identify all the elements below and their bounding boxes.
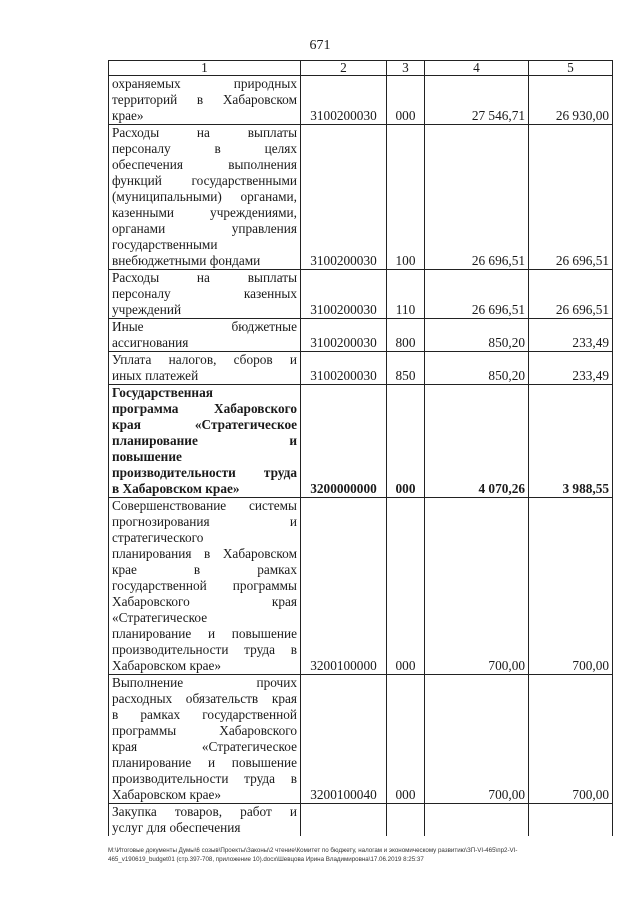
- row-name-line: Государственная: [112, 385, 213, 400]
- row-sum-2-cell: 26 696,51: [529, 270, 613, 319]
- row-name-line: прогнозирования и: [112, 514, 297, 529]
- row-name-line: планирование и повышение: [112, 755, 297, 770]
- row-name-cell: [109, 319, 301, 352]
- row-expense-type-cell: 000: [387, 385, 425, 498]
- row-name-line: расходных обязательств края: [112, 691, 297, 706]
- row-name-line: государственной программы: [112, 578, 297, 593]
- column-header-expense-type: 3: [387, 61, 425, 76]
- row-expense-type-cell: 000: [387, 675, 425, 804]
- row-name-line: государственными: [112, 237, 218, 252]
- row-sum-2-cell: 700,00: [529, 498, 613, 675]
- column-header-sum-2: 5: [529, 61, 613, 76]
- table-row: [109, 804, 613, 837]
- row-name-line: иных платежей: [112, 368, 199, 383]
- row-expense-type-cell: [387, 804, 425, 837]
- row-name-cell: [109, 675, 301, 804]
- row-sum-1-cell: 700,00: [425, 675, 529, 804]
- row-name-line: планирования в Хабаровском: [112, 546, 297, 561]
- row-sum-1-cell: [425, 804, 529, 837]
- row-name-line: производительности труда в: [112, 642, 297, 657]
- row-sum-1-cell: 26 696,51: [425, 125, 529, 270]
- row-name-line: края «Стратегическое: [112, 417, 297, 432]
- row-name-line: Выполнение прочих: [112, 675, 297, 690]
- row-name-line: в рамках государственной: [112, 707, 297, 722]
- row-sum-2-cell: 233,49: [529, 319, 613, 352]
- row-name-line: Хабаровском крае»: [112, 658, 222, 673]
- table-row: [109, 270, 613, 319]
- budget-table: [108, 60, 613, 836]
- column-header-sum-1: 4: [425, 61, 529, 76]
- row-name-cell: [109, 270, 301, 319]
- document-path-footer: [108, 846, 612, 864]
- row-expense-type-cell: 000: [387, 76, 425, 125]
- row-name-line: «Стратегическое: [112, 610, 208, 625]
- table-header-row: [109, 61, 613, 76]
- row-code-cell: 3100200030: [301, 319, 387, 352]
- row-sum-2-cell: 26 696,51: [529, 125, 613, 270]
- row-name-line: повышение: [112, 449, 182, 464]
- row-name-line: функций государственными: [112, 173, 297, 188]
- row-sum-1-cell: 26 696,51: [425, 270, 529, 319]
- row-name-line: внебюджетными фондами: [112, 253, 261, 268]
- row-name-line: крае»: [112, 108, 144, 123]
- row-name-line: планирование и повышение: [112, 626, 297, 641]
- row-name-line: стратегического: [112, 530, 204, 545]
- row-sum-1-cell: 4 070,26: [425, 385, 529, 498]
- row-name-line: Хабаровского края: [112, 594, 297, 609]
- table-row: [109, 385, 613, 498]
- table-row: [109, 675, 613, 804]
- row-name-line: Закупка товаров, работ и: [112, 804, 297, 819]
- row-code-cell: 3200100000: [301, 498, 387, 675]
- row-name-line: Расходы на выплаты: [112, 270, 297, 285]
- column-header-name: 1: [109, 61, 301, 76]
- row-name-line: (муниципальными) органами,: [112, 189, 297, 204]
- row-code-cell: 3100200030: [301, 352, 387, 385]
- row-code-cell: 3100200030: [301, 125, 387, 270]
- row-expense-type-cell: 000: [387, 498, 425, 675]
- row-sum-1-cell: 850,20: [425, 352, 529, 385]
- row-name-line: Иные бюджетные: [112, 319, 297, 334]
- row-name-line: Совершенствование системы: [112, 498, 297, 513]
- row-name-line: производительности труда в: [112, 771, 297, 786]
- row-name-line: персоналу казенных: [112, 286, 297, 301]
- row-expense-type-cell: 110: [387, 270, 425, 319]
- row-code-cell: 3100200030: [301, 270, 387, 319]
- row-name-line: Расходы на выплаты: [112, 125, 297, 140]
- row-name-line: услуг для обеспечения: [112, 820, 241, 835]
- row-sum-1-cell: 700,00: [425, 498, 529, 675]
- row-name-line: учреждений: [112, 302, 182, 317]
- row-sum-2-cell: [529, 804, 613, 837]
- footer-line-2: 465_v190619_budget01 (стр.397-708, приложение 10).docx\Шевцова Ирина Владимировна\17.06.2019 8:25:37: [108, 856, 424, 863]
- table-row: [109, 498, 613, 675]
- row-name-line: планирование и: [112, 433, 297, 448]
- row-name-line: производительности труда: [112, 465, 297, 480]
- footer-line-1: М:\Итоговые документы Думы\6 созыв\Проекты\Законы\2 чтение\Комитет по бюджету, налогам и экономическому развитию\ЗП-VI-465\пр2-VI-: [108, 847, 518, 854]
- row-name-cell: [109, 498, 301, 675]
- row-expense-type-cell: 800: [387, 319, 425, 352]
- row-sum-2-cell: 3 988,55: [529, 385, 613, 498]
- row-name-line: Хабаровском крае»: [112, 787, 222, 802]
- row-name-line: казенными учреждениями,: [112, 205, 297, 220]
- row-sum-2-cell: 233,49: [529, 352, 613, 385]
- column-header-code: 2: [301, 61, 387, 76]
- row-sum-2-cell: 26 930,00: [529, 76, 613, 125]
- row-code-cell: 3100200030: [301, 76, 387, 125]
- row-sum-2-cell: 700,00: [529, 675, 613, 804]
- row-name-line: охраняемых природных: [112, 76, 297, 91]
- row-name-cell: [109, 76, 301, 125]
- row-name-cell: [109, 804, 301, 837]
- row-name-cell: [109, 385, 301, 498]
- row-name-line: Уплата налогов, сборов и: [112, 352, 297, 367]
- row-name-cell: [109, 125, 301, 270]
- row-expense-type-cell: 850: [387, 352, 425, 385]
- row-expense-type-cell: 100: [387, 125, 425, 270]
- row-name-line: обеспечения выполнения: [112, 157, 297, 172]
- row-name-line: персоналу в целях: [112, 141, 297, 156]
- row-name-line: территорий в Хабаровском: [112, 92, 297, 107]
- row-name-line: крае в рамках: [112, 562, 297, 577]
- table-row: [109, 76, 613, 125]
- row-name-line: программа Хабаровского: [112, 401, 297, 416]
- row-sum-1-cell: 27 546,71: [425, 76, 529, 125]
- table-row: [109, 352, 613, 385]
- row-code-cell: 3200000000: [301, 385, 387, 498]
- page-number: 671: [309, 38, 331, 53]
- row-name-line: ассигнования: [112, 335, 189, 350]
- row-name-line: программы Хабаровского: [112, 723, 297, 738]
- row-name-line: края «Стратегическое: [112, 739, 297, 754]
- table-row: [109, 319, 613, 352]
- row-sum-1-cell: 850,20: [425, 319, 529, 352]
- row-code-cell: 3200100040: [301, 675, 387, 804]
- table-row: [109, 125, 613, 270]
- row-name-cell: [109, 352, 301, 385]
- row-code-cell: [301, 804, 387, 837]
- row-name-line: органами управления: [112, 221, 297, 236]
- row-name-line: в Хабаровском крае»: [112, 481, 240, 496]
